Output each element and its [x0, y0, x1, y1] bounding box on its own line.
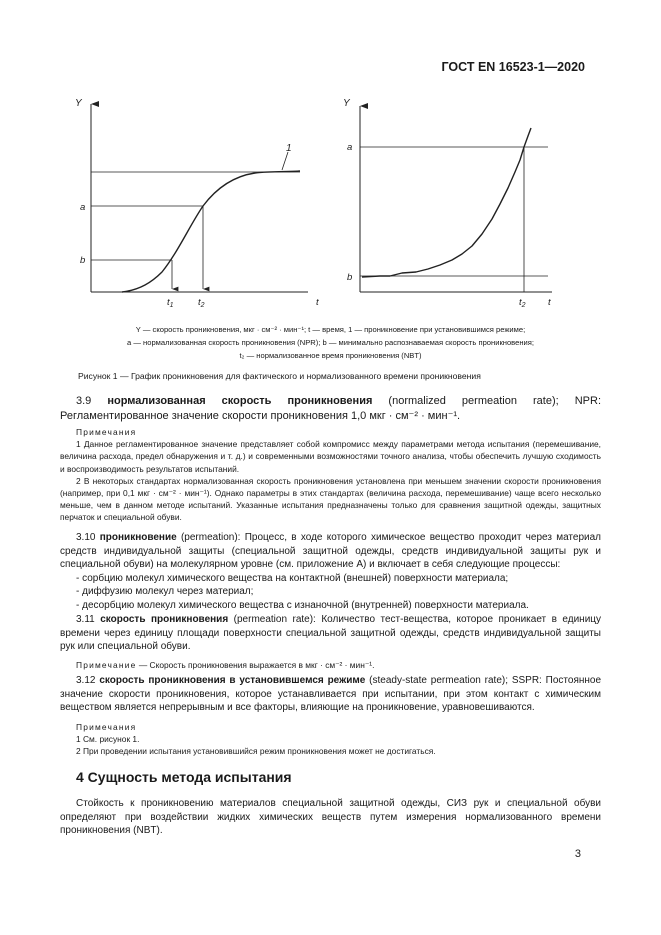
sec-3-10-item-3: - десорбцию молекул химического вещества с изнаночной (внутренней) поверхности материала.	[76, 599, 529, 611]
right-permeation-curve	[362, 128, 531, 277]
right-x-label: t	[548, 297, 551, 308]
sec-3-9-num: 3.9	[76, 395, 92, 407]
permeation-figure	[0, 0, 661, 320]
sec-3-12-num: 3.12	[76, 675, 96, 686]
left-chart	[91, 104, 308, 292]
section-4-body	[60, 797, 601, 838]
sec-3-10-term: проникновение	[99, 532, 177, 543]
section-3-11	[60, 613, 601, 671]
sec-3-11-text: (permeation rate): Количество тест-вещества, которое проникает в единицу времени через единицу площади поверхности специальной защитной одежды, средств индивидуальной защиты рук или специальной обуви.	[60, 614, 602, 653]
sec-3-12-text: (steady-state permeation rate); SSPR: Постоянное значение скорости проникновения, которое устанавливается при испытании, при этом контакт с химическим веществом является непрерывным и все факторы, влияющие на проникновение, уравновешиваются.	[60, 675, 602, 714]
sec-3-9-note-2: 2 В некоторых стандартах нормализованная скорость проникновения установлена при меньшем значении скорости проникновения (например, при 0,1 мкг · см⁻² · мин⁻¹). Однако параметры в этих стандартах (величина расхода, перемешивание) чаще всего несколько меньше, чем в данном методе испытаний. Указанные испытания предназначены только для сравнения защитной одежды, защитных перчаток и специальной обуви.	[60, 475, 601, 523]
standard-header: ГОСТ EN 16523-1—2020	[441, 60, 585, 74]
right-b-label: b	[347, 272, 353, 283]
sec-3-10-num: 3.10	[76, 532, 96, 543]
legend-line-1: Y — скорость проникновения, мкг · см⁻² · мин⁻¹; t — время, 1 — проникновение при установившимся режиме;	[135, 325, 526, 334]
sec-3-9-note-1: 1 Данное регламентированное значение представляет собой компромисс между параметрами метода испытания (перемешивание, величина расхода, предел обнаружения и т. д.) и современными возможностями точного анализа, чтобы обеспечить лучшую сходимость и воспроизводимость результатов испытаний.	[60, 439, 601, 474]
sec-3-10-text: (permeation): Процесс, в ходе которого химическое вещество проходит через материал средств индивидуальной защиты (специальной защитной одежды, средств индивидуальной защиты рук и специальной обуви) на молекулярном уровне (см. приложение А) и включает в себя следующие процессы:	[60, 532, 602, 571]
figure-caption: Рисунок 1 — График проникновения для фактического и нормализованного времени проникновения	[78, 371, 481, 381]
sec-3-11-note-heading: Примечание	[76, 659, 137, 670]
section-3-10	[60, 531, 601, 613]
legend-line-3: t₂ — нормализованное время проникновения (NBT)	[239, 351, 422, 360]
left-curve-label: 1	[286, 143, 292, 154]
left-t1-label: $t_1$	[167, 297, 174, 309]
left-curve-leader	[282, 152, 288, 170]
page-number: 3	[574, 848, 581, 860]
right-a-label: a	[347, 142, 353, 153]
left-a-label: a	[80, 202, 86, 213]
right-t2-label: $t_2$	[519, 297, 526, 309]
sec-3-10-item-2: - диффузию молекул через материал;	[76, 586, 254, 598]
sec-3-9-notes-heading: Примечания	[76, 427, 137, 437]
section-4-title: 4 Сущность метода испытания	[76, 769, 292, 785]
sec-3-9-text: (normalized permeation rate); NPR: Регламентированное значение скорости проникновения 1,0 мкг · см⁻² · мин⁻¹.	[60, 395, 601, 422]
sec-3-12-term: скорость проникновения в установившемся режиме	[99, 675, 366, 686]
left-y-label: Y	[75, 98, 82, 109]
sec-3-12-note-1: 1 См. рисунок 1.	[76, 733, 140, 744]
legend-line-2: a — нормализованная скорость проникновения (NPR); b — минимально распознаваемая скорость проникновения;	[126, 338, 535, 347]
right-y-label: Y	[343, 98, 350, 109]
sec-3-11-num: 3.11	[76, 614, 95, 625]
figure-legend	[60, 323, 601, 362]
sec-3-12-notes-heading: Примечания	[76, 721, 137, 732]
right-chart	[360, 106, 552, 292]
left-x-label: t	[316, 297, 319, 308]
section-4-text: Стойкость к проникновению материалов специальной защитной одежды, СИЗ рук и специальной обуви определяют при воздействии жидких химических веществ путем измерения нормализованного времени проникновения (NBT).	[60, 798, 601, 837]
sec-3-11-note: — Скорость проникновения выражается в мкг · см⁻² · мин⁻¹.	[138, 659, 375, 670]
left-b-label: b	[80, 255, 86, 266]
sec-3-10-item-1: - сорбцию молекул химического вещества на контактной (внешней) поверхности материала;	[76, 572, 509, 584]
sec-3-9-term: нормализованная скорость проникновения	[107, 395, 373, 407]
section-3-12	[60, 674, 601, 757]
sec-3-11-term: скорость проникновения	[100, 614, 229, 625]
left-t2-label: $t_2$	[198, 297, 205, 309]
sec-3-12-note-2: 2 При проведении испытания установившийся режим проникновения может не достигаться.	[76, 746, 436, 757]
section-3-9	[60, 394, 601, 524]
left-permeation-curve	[122, 171, 300, 292]
